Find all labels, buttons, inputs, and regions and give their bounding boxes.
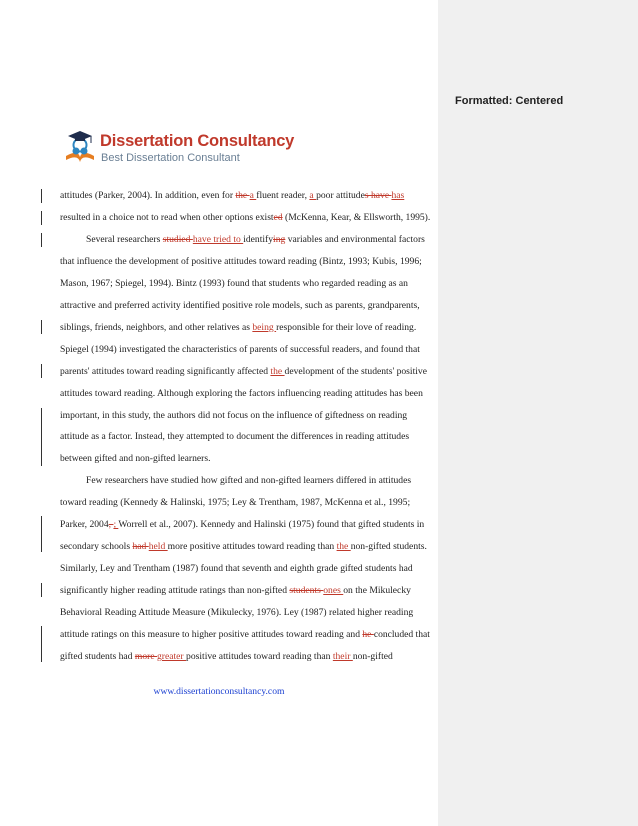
change-bar xyxy=(41,189,42,203)
text-run: poor attitude xyxy=(316,190,365,201)
tracked-insertion: held xyxy=(148,541,168,553)
text-run: development of the students' positive xyxy=(284,365,427,377)
body-line xyxy=(60,278,430,290)
tracked-deletion: studied xyxy=(162,233,193,245)
text-run: secondary schools xyxy=(60,541,133,553)
text-run: that influence the development of positive attitudes toward reading (Bintz, 1993; Kubis, 1996; xyxy=(60,255,422,267)
tracked-deletion: students xyxy=(289,585,324,597)
text-run: non-gifted students. xyxy=(350,541,427,553)
tracked-insertion: the xyxy=(336,541,351,553)
body-line xyxy=(60,607,430,619)
tracked-insertion: ; xyxy=(113,519,119,531)
change-bar xyxy=(41,233,42,247)
text-run: attitudes (Parker, 2004). In addition, even for xyxy=(60,190,236,201)
tracked-insertion: being xyxy=(252,321,277,333)
text-run: resulted in a choice not to read when other options exist xyxy=(60,211,274,223)
logo-subtitle: Best Dissertation Consultant xyxy=(101,152,240,164)
tracked-deletion: ed xyxy=(273,211,283,223)
body-line xyxy=(60,453,430,465)
text-run: fluent reader, xyxy=(256,190,310,201)
text-run: (McKenna, Kear, & Ellsworth, 1995). xyxy=(282,211,431,223)
tracked-insertion: their xyxy=(332,651,353,662)
comment-formatting-note[interactable]: Formatted: Centered xyxy=(455,95,564,107)
text-run: Mason, 1967; Spiegel, 1994). Bintz (1993) found that students who regarded reading as an xyxy=(60,277,408,289)
body-line xyxy=(60,190,430,202)
body-line xyxy=(60,585,430,597)
change-bar xyxy=(41,516,42,552)
body-line xyxy=(60,651,430,663)
body-line xyxy=(60,388,430,400)
text-run: Parker, 2004 xyxy=(60,519,109,531)
graduate-cap-book-icon xyxy=(66,131,94,162)
tracked-deletion: had xyxy=(132,541,149,553)
change-bar xyxy=(41,364,42,378)
text-run: between gifted and non-gifted learners. xyxy=(60,453,211,465)
text-run: attitudes toward reading. Although exploring the factors influencing reading attitudes has been xyxy=(60,387,423,399)
tracked-insertion: a xyxy=(309,190,317,201)
text-run: parents' attitudes toward reading significantly affected xyxy=(60,365,271,377)
tracked-deletion: more xyxy=(134,651,157,662)
tracked-insertion: has xyxy=(391,190,405,201)
text-run: attitude ratings on this measure to higher positive attitudes toward reading and xyxy=(60,629,363,640)
text-run: siblings, friends, neighbors, and other relatives as xyxy=(60,321,253,333)
body-line xyxy=(60,431,430,443)
text-run: more positive attitudes toward reading than xyxy=(167,541,337,553)
text-run: on the Mikulecky xyxy=(343,585,411,597)
body-line xyxy=(60,541,430,553)
body-line xyxy=(60,519,430,531)
text-run: Spiegel (1994) investigated the characteristics of parents of successful readers, and found that xyxy=(60,343,420,355)
tracked-deletion: ing xyxy=(273,233,286,245)
body-line xyxy=(60,234,430,246)
text-run: important, in this study, the authors did not focus on the influence of giftedness on reading xyxy=(60,409,408,421)
text-run: attitude as a factor. Instead, they attempted to document the differences in reading attitudes xyxy=(60,431,410,443)
change-bar xyxy=(41,583,42,597)
text-run: Behavioral Reading Attitude Measure (Mikulecky, 1976). Ley (1987) related higher reading xyxy=(60,607,414,618)
text-run: Several researchers xyxy=(86,233,163,245)
tracked-deletion: s have xyxy=(364,190,392,201)
text-run: gifted students had xyxy=(60,651,135,662)
change-bar xyxy=(41,626,42,662)
comment-pane xyxy=(438,0,638,826)
body-line xyxy=(60,410,430,422)
body-line xyxy=(60,322,430,334)
body-line xyxy=(60,212,430,224)
body-line xyxy=(60,300,430,312)
body-line xyxy=(60,256,430,268)
tracked-deletion: the xyxy=(235,190,250,201)
tracked-insertion: ones xyxy=(323,585,344,597)
text-run: Worrell et al., 2007). Kennedy and Halinski (1975) found that gifted students in xyxy=(118,519,425,531)
text-run: variables and environmental factors xyxy=(285,233,425,245)
tracked-deletion: he xyxy=(362,629,374,640)
change-bar xyxy=(41,408,42,466)
body-line xyxy=(60,629,430,641)
body-line xyxy=(60,475,430,487)
text-run: attractive and preferred activity identified positive role models, such as parents, grandparents, xyxy=(60,299,420,311)
body-line xyxy=(60,344,430,356)
tracked-insertion: greater xyxy=(157,651,187,662)
body-line xyxy=(60,563,430,575)
text-run: responsible for their love of reading. xyxy=(276,321,417,333)
footer-link[interactable]: www.dissertationconsultancy.com xyxy=(153,686,285,697)
tracked-insertion: have tried to xyxy=(192,233,244,245)
text-run: Few researchers have studied how gifted and non-gifted learners differed in attitudes xyxy=(86,475,412,487)
text-run: positive attitudes toward reading than xyxy=(186,651,333,662)
text-run: toward reading (Kennedy & Halinski, 1975; Ley & Trentham, 1987, McKenna et al., 1995; xyxy=(60,497,411,509)
change-bar xyxy=(41,211,42,225)
tracked-insertion: a xyxy=(249,190,257,201)
text-run: significantly higher reading attitude ratings than non-gifted xyxy=(60,585,290,597)
tracked-insertion: the xyxy=(270,365,285,377)
text-run: identify xyxy=(243,233,274,245)
body-line xyxy=(60,366,430,378)
text-run: concluded that xyxy=(373,629,430,640)
logo-title: Dissertation Consultancy xyxy=(100,132,295,150)
text-run: Similarly, Ley and Trentham (1987) found that seventh and eighth grade gifted students had xyxy=(60,563,413,575)
body-line xyxy=(60,497,430,509)
text-run: non-gifted xyxy=(352,651,393,662)
change-bar xyxy=(41,320,42,334)
tracked-deletion: , xyxy=(108,519,114,531)
